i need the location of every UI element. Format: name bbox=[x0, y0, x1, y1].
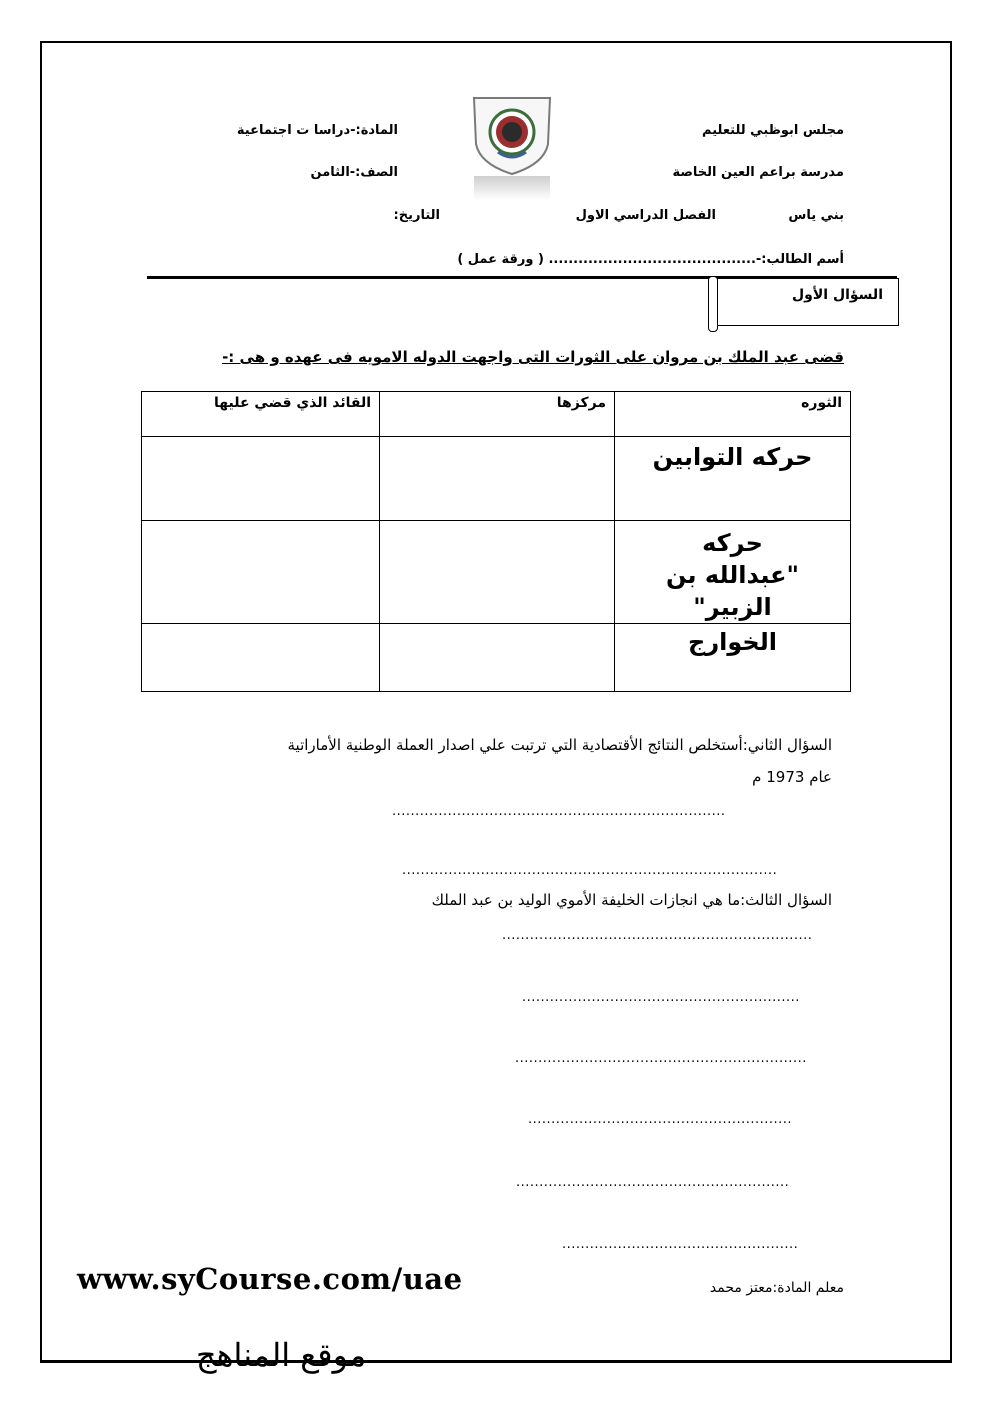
revolt-cell bbox=[615, 624, 851, 692]
term-label: الفصل الدراسي الاول bbox=[575, 208, 716, 223]
table-row bbox=[142, 437, 851, 521]
center-cell[interactable] bbox=[380, 437, 615, 521]
q3-answer-line[interactable]: ................................................................... bbox=[502, 928, 813, 943]
q1-scroll-edge bbox=[708, 276, 718, 332]
teacher-name: معلم المادة:معتز محمد bbox=[709, 1280, 844, 1296]
revolt-name: حركه التوابين bbox=[652, 443, 813, 471]
header-leader: القائد الذي قضي عليها bbox=[142, 392, 380, 437]
watermark-text: موقع المناهج bbox=[196, 1336, 367, 1374]
center-cell[interactable] bbox=[380, 521, 615, 624]
revolts-table bbox=[141, 391, 851, 692]
q1-prompt: قضى عبد الملك بن مروان على الثورات التى واجهت الدوله الامويه فى عهده و هى :- bbox=[222, 348, 844, 366]
center-cell[interactable] bbox=[380, 624, 615, 692]
revolt-name: الخوارج bbox=[688, 628, 777, 656]
subject-label: المادة:-دراسا ت اجتماعية bbox=[236, 123, 398, 138]
q3-text: السؤال الثالث:ما هي انجازات الخليفة الأموي الوليد بن عبد الملك bbox=[431, 891, 832, 909]
leader-cell[interactable] bbox=[142, 521, 380, 624]
q2-answer-line[interactable]: ................................................................................. bbox=[402, 863, 778, 878]
q2-text: السؤال الثاني:أستخلص النتائج الأقتصادية التي ترتبت علي اصدار العملة الوطنية الأماراتية bbox=[287, 736, 832, 754]
table-row bbox=[142, 624, 851, 692]
leader-cell[interactable] bbox=[142, 624, 380, 692]
frame-right bbox=[950, 41, 952, 1363]
student-name-line: أسم الطالب:-.......................................... ( ورقة عمل ) bbox=[457, 252, 844, 267]
table-row bbox=[142, 521, 851, 624]
revolt-name-detail: "عبدالله بن الزبير" bbox=[665, 561, 800, 621]
council-name: مجلس ابوظبي للتعليم bbox=[702, 123, 844, 138]
q3-answer-line[interactable]: ........................................................... bbox=[516, 1175, 790, 1190]
q3-answer-line[interactable]: ......................................................... bbox=[528, 1112, 793, 1127]
leader-cell[interactable] bbox=[142, 437, 380, 521]
city-name: بني ياس bbox=[788, 208, 844, 223]
school-name: مدرسة براعم العين الخاصة bbox=[672, 165, 844, 180]
q2-year: عام 1973 م bbox=[752, 768, 832, 786]
header-revolt: الثوره bbox=[615, 392, 851, 437]
revolt-cell bbox=[615, 437, 851, 521]
table-header-row bbox=[142, 392, 851, 437]
revolt-cell bbox=[615, 521, 851, 624]
revolt-name: حركه bbox=[702, 529, 763, 557]
q3-answer-line[interactable]: ............................................................... bbox=[515, 1051, 807, 1066]
school-crest-logo bbox=[468, 92, 556, 202]
q2-answer-line[interactable]: ........................................................................ bbox=[392, 804, 726, 819]
grade-label: الصف:-الثامن bbox=[310, 165, 398, 180]
q1-title: السؤال الأول bbox=[792, 287, 883, 303]
frame-bottom bbox=[40, 1360, 952, 1363]
date-label: التاريخ: bbox=[393, 208, 440, 223]
frame-left bbox=[40, 41, 42, 1363]
q3-answer-line[interactable]: ............................................................ bbox=[522, 990, 800, 1005]
frame-top bbox=[40, 41, 952, 43]
q3-answer-line[interactable]: ................................................... bbox=[562, 1237, 799, 1252]
header-center: مركزها bbox=[380, 392, 615, 437]
website-link[interactable]: www.syCourse.com/uae bbox=[77, 1262, 463, 1296]
